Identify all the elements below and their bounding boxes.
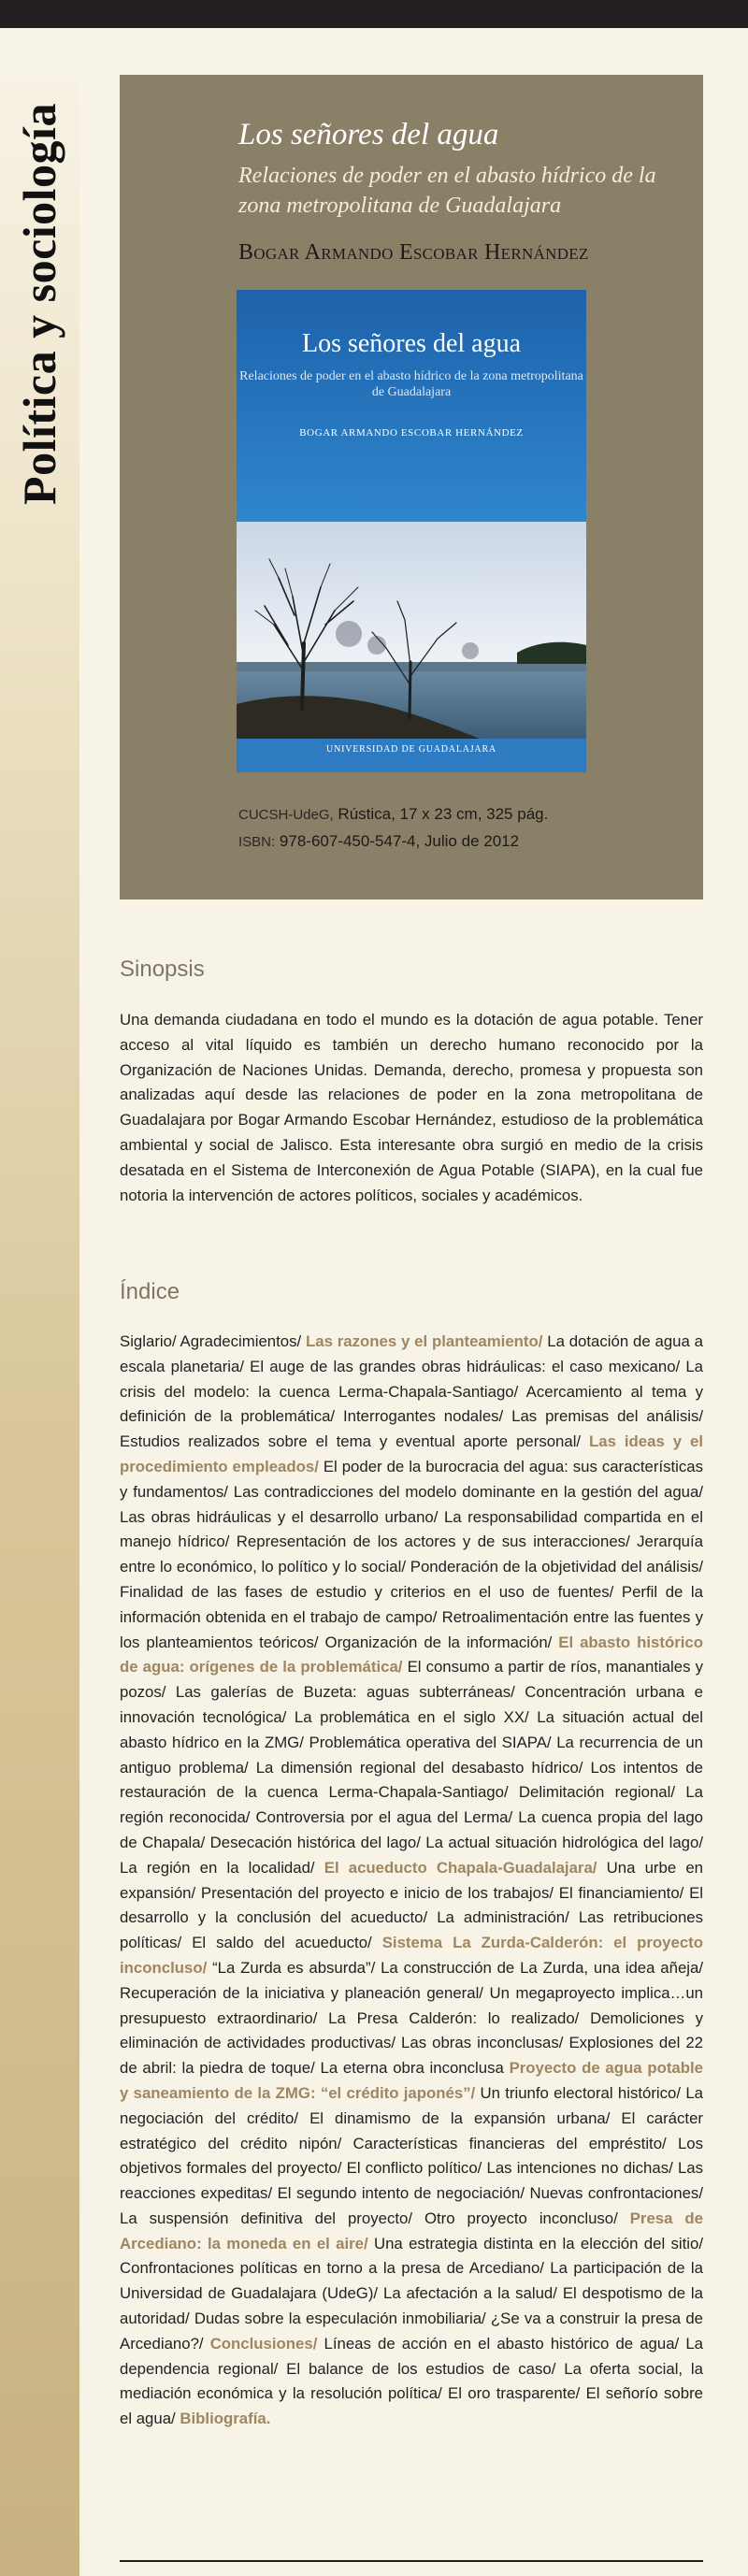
isbn-label: ISBN: <box>238 834 276 850</box>
category-sidebar <box>0 28 79 2576</box>
indice-chapter-title: El abasto histórico de agua: orígenes de la problemática/ <box>120 1633 703 1677</box>
indice-section-list: “La Zurda es absurda”/ La construcción de La Zurda, una idea añeja/ Recuperación de la iniciativa y planeación general/ Un megaproyecto implica…un presupuesto extraordinario/ La Presa Calderón: lo realizado/ Demoliciones y eliminación de actividades productivas/ Las obras inconclusas/ Explosiones del 22 de abril: la piedra de toque/ La eterna obra inconclusa <box>120 1958 703 2078</box>
book-title: Los señores del agua <box>238 118 499 151</box>
indice-section-list: Siglario/ Agradecimientos/ <box>120 1332 307 1350</box>
indice-chapter-title: El acueducto Chapala-Guadalajara/ <box>324 1858 597 1877</box>
book-cover <box>237 290 586 772</box>
bottom-rule <box>120 2560 703 2562</box>
cover-title: Los señores del agua <box>301 329 522 358</box>
indice-text <box>120 1330 703 2432</box>
top-bar <box>0 0 748 28</box>
cover-publisher: UNIVERSIDAD DE GUADALAJARA <box>326 744 496 755</box>
indice-chapter-title: Bibliografía. <box>180 2410 271 2428</box>
indice-section-list: La dotación de agua a escala planetaria/ El auge de las grandes obras hidráulicas: el caso mexicano/ La crisis del modelo: la cuenca Lerma-Chapala-Santiago/ Acercamiento al tema y definición de la problemática/ Interrogantes nodales/ Las premisas del análisis/ Estudios realizados sobre el tema y eventual aporte personal/ <box>120 1332 703 1451</box>
cover-author: BOGAR ARMANDO ESCOBAR HERNÁNDEZ <box>299 427 524 439</box>
indice-chapter-title: Conclusiones/ <box>209 2334 318 2353</box>
indice-section-list: El poder de la burocracia del agua: sus características y fundamentos/ Las contradicciones del modelo dominante en la gestión del agua/ Las obras hidráulicas y el desarrollo urbano/ La responsabilidad compartida en el manejo hídrico/ Representación de los actores y de sus interacciones/ Jerarquía entre lo económico, lo político y lo social/ Ponderación de la objetividad del análisis/ Finalidad de las fases de estudio y criterios en el uso de fuentes/ Perfil de la información obtenida en el trabajo de campo/ Retroalimentación entre las fuentes y los planteamientos teóricos/ Organización de la información/ <box>120 1457 704 1651</box>
book-card <box>120 75 703 899</box>
cover-landscape-photo <box>237 522 586 739</box>
indice-section-list: Líneas de acción en el abasto histórico de agua/ La dependencia regional/ El balance de los estudios de caso/ La oferta social, la mediación económica y la resolución política/ El oro trasparente/ El señorío sobre el agua/ <box>120 2334 704 2428</box>
indice-chapter-title: Las ideas y el procedimiento empleados/ <box>120 1432 703 1475</box>
indice-section-list: Una urbe en expansión/ Presentación del proyecto e inicio de los trabajos/ El financiamiento/ El desarrollo y la conclusión del acueducto/ La administración/ Las retribuciones políticas/ El saldo del acueducto/ <box>120 1858 703 1952</box>
indice-section-list: Una estrategia distinta en la elección del sitio/ Confrontaciones políticas en torno a la presa de Arcediano/ La participación de la Universidad de Guadalajara (UdeG)/ La afectación a la salud/ El despotismo de la autoridad/ Dudas sobre la especulación inmobiliaria/ ¿Se va a construir la presa de Arcediano?/ <box>120 2234 703 2353</box>
book-author: Bogar Armando Escobar Hernández <box>238 240 589 265</box>
indice-heading: Índice <box>120 1279 180 1304</box>
publisher-label: CUCSH-UdeG, <box>238 807 334 823</box>
indice-chapter-title: Sistema La Zurda-Calderón: el proyecto inconcluso/ <box>120 1934 704 1977</box>
indice-section-list: El consumo a partir de ríos, manantiales y pozos/ Las galerías de Buzeta: aguas subterráneas/ Concentración urbana e innovación tecnológica/ La problemática en el siglo XX/ La situación actual del abasto hídrico en la ZMG/ Problemática operativa del SIAPA/ La recurrencia de un antiguo problema/ La dimensión regional del desabasto hídrico/ Los intentos de restauración de la cuenca Lerma-Chapala-Santiago/ Delimitación regional/ La región reconocida/ Controversia por el agua del Lerma/ La cuenca propia del lago de Chapala/ Desecación histórica del lago/ La actual situación hidrológica del lago/ La región en la localidad/ <box>120 1658 703 1877</box>
indice-chapter-title: Proyecto de agua potable y saneamiento de la ZMG: “el crédito japonés”/ <box>120 2059 704 2102</box>
book-details <box>238 801 548 856</box>
book-isbn-line <box>238 828 548 856</box>
sinopsis-text: Una demanda ciudadana en todo el mundo es la dotación de agua potable. Tener acceso al vital líquido es también un derecho humano reconocido por la Organización de Naciones Unidas. Demanda, derecho, promesa y propuesta son analizadas aquí desde las relaciones de poder en la zona metropolitana de Guadalajara por Bogar Armando Escobar Hernández, estudioso de la problemática ambiental y social de Jalisco. Esta interesante obra surgió en medio de la crisis desatada en el Sistema de Interconexión de Agua Potable (SIAPA), en la cual fue notoria la intervención de actores políticos, sociales y académicos. <box>120 1011 703 1204</box>
indice-chapter-title: Presa de Arcediano: la moneda en el aire/ <box>120 2209 703 2252</box>
book-format: Rústica, 17 x 23 cm, 325 pág. <box>338 805 549 823</box>
indice-section-list: Un triunfo electoral histórico/ La negociación del crédito/ El dinamismo de la expansión urbana/ El carácter estratégico del crédito nipón/ Características financieras del empréstito/ Los objetivos formales del proyecto/ El conflicto político/ Las intenciones no dichas/ Las reacciones expeditas/ El segundo intento de negociación/ Nuevas confrontaciones/ La suspensión definitiva del proyecto/ Otro proyecto inconcluso/ <box>120 2083 703 2227</box>
book-subtitle: Relaciones de poder en el abasto hídrico de la zona metropolitana de Guadalajara <box>238 164 656 218</box>
cover-top-panel <box>237 290 586 522</box>
cover-subtitle: Relaciones de poder en el abasto hídrico de la zona metropolitana de Guadalajara <box>239 369 583 399</box>
indice-chapter-title: Las razones y el planteamiento/ <box>306 1332 543 1350</box>
category-title: Política y sociología <box>13 103 65 505</box>
book-format-line <box>238 801 548 828</box>
book-isbn: 978-607-450-547-4, Julio de 2012 <box>279 832 520 850</box>
sinopsis-heading: Sinopsis <box>120 957 205 982</box>
